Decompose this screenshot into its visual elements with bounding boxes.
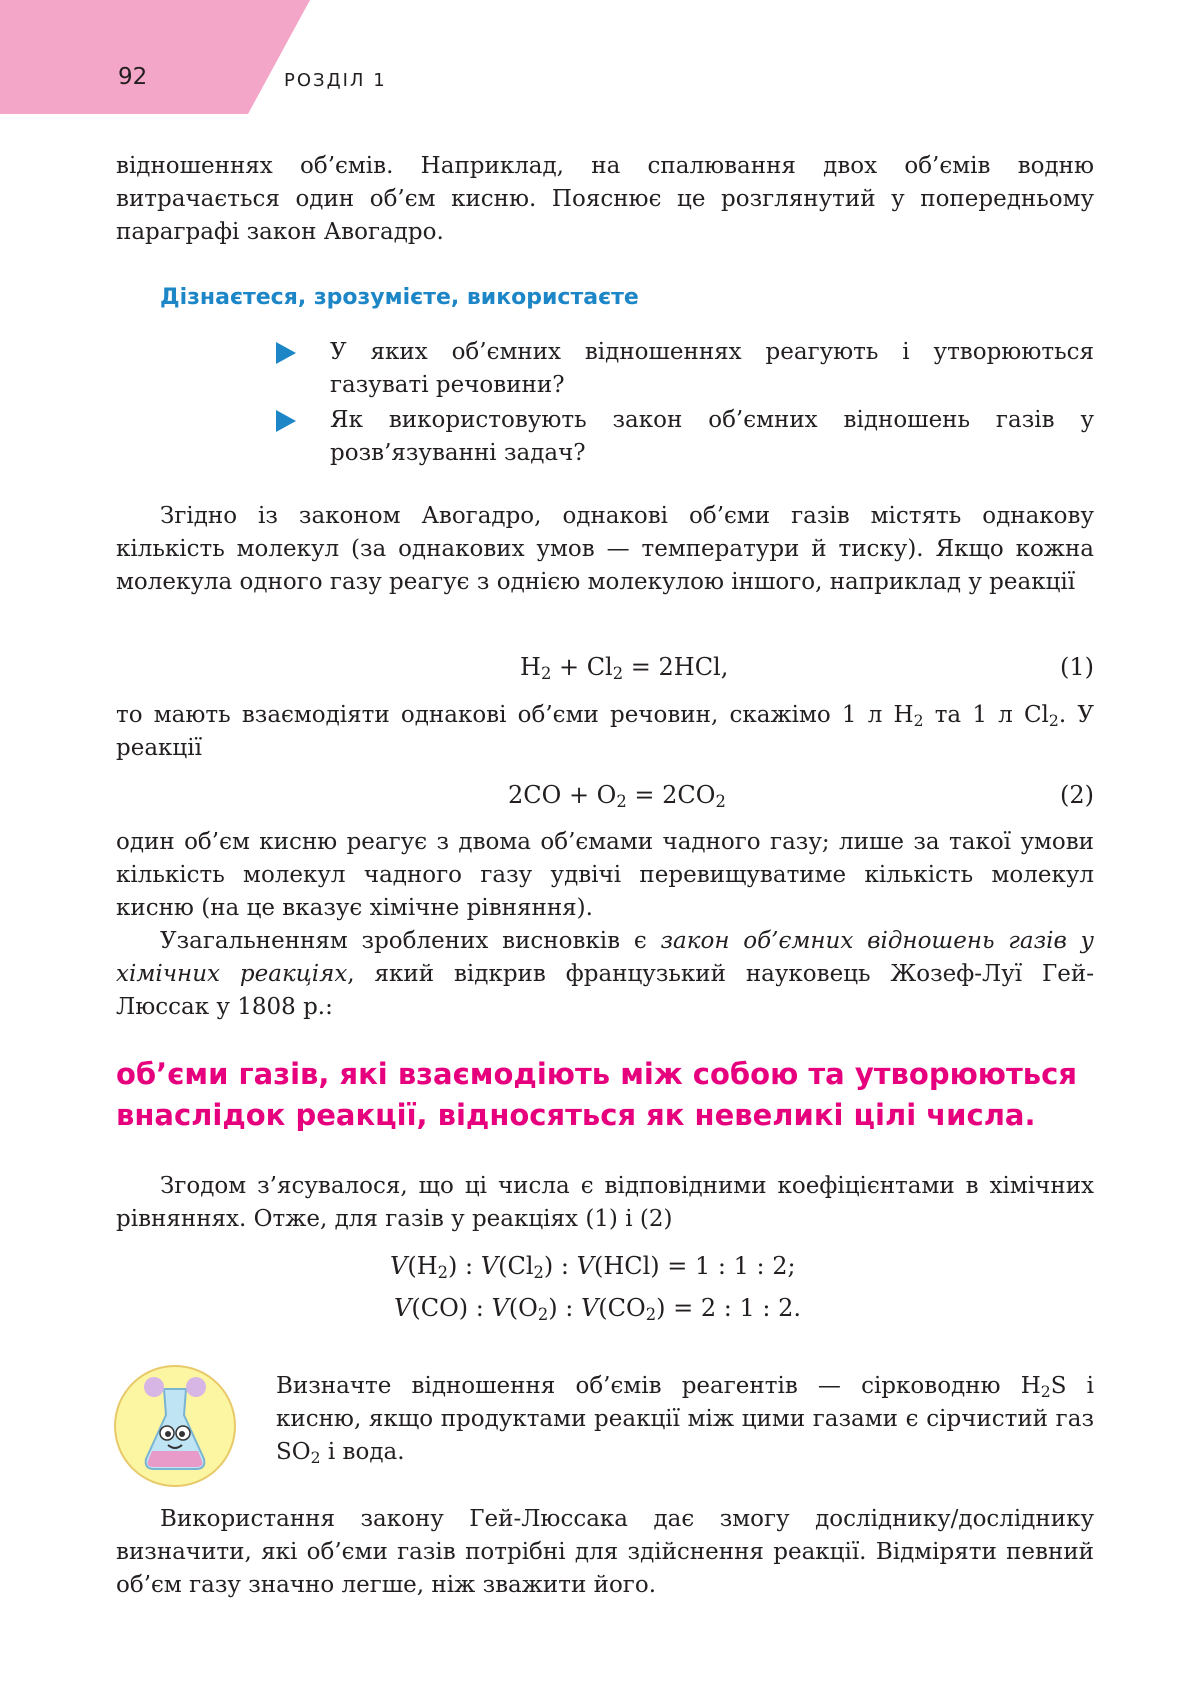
paragraph-oxygen: один об’єм кисню реагує з двома об’ємами чадного газу; лише за такої умови кількість молекул чадного газу удвічі перевищуватиме кількість молекул кисню (на це вказує хімічне рівняння). — [116, 829, 1094, 921]
learn-item-text: У яких об’ємних відношеннях реагують і утворюються газуваті речовини? — [330, 339, 1094, 398]
learn-heading: Дізнаєтеся, зрозумієте, використаєте — [160, 285, 639, 310]
learn-item — [276, 404, 1094, 470]
equation-2-formula: $2CO + O_2 = 2CO_2$ — [508, 781, 726, 812]
equation-2-number: (2) — [1060, 781, 1094, 809]
learn-list — [276, 336, 1094, 470]
ratio-1: $V(H_2)$ : $V(Cl_2)$ : V(HCl) = 1 : 1 : 2; — [390, 1252, 796, 1283]
paragraph-equal-volumes: то мають взаємодіяти однакові об’єми речовин, скажімо 1 л $H_2$ та 1 л $Cl_2$. У реакції — [116, 702, 1094, 761]
law-name: закон об’ємних відношень газів у хімічних реакціях — [116, 928, 1094, 987]
flask-mascot-icon — [114, 1365, 236, 1487]
section-title: РОЗДІЛ 1 — [284, 70, 387, 91]
equation-1-formula: $H_2 + Cl_2 = 2HCl$, — [520, 653, 729, 684]
task-paragraph: Визначте відношення об’ємів реагентів — сірководню $H_2S$ і кисню, якщо продуктами реакції між цими газами є сірчистий газ $SO_2$ і вода. — [276, 1373, 1094, 1467]
triangle-arrow-icon — [276, 342, 296, 364]
intro-paragraph: відношеннях об’ємів. Наприклад, на спалювання двох об’ємів водню витрачається один об’єм кисню. Пояснює це розглянутий у попередньому параграфі закон Авогадро. — [116, 153, 1094, 245]
ratio-2: V(CO) : $V(O_2)$ : $V(CO_2) = 2$ : 1 : 2. — [394, 1294, 801, 1325]
paragraph-avogadro: Згідно із законом Авогадро, однакові об’єми газів містять однакову кількість молекул (за однакових умов — температури й тиску). Якщо кожна молекула одного газу реагує з однією молекулою іншого, наприклад у реакції — [116, 503, 1094, 595]
triangle-arrow-icon — [276, 410, 296, 432]
paragraph-gay-lussac-use: Використання закону Гей-Люссака дає змогу досліднику/досліднику визначити, які об’єми газів потрібні для здійснення реакції. Відміряти певний об’єм газу значно легше, ніж зважити його. — [116, 1506, 1094, 1598]
paragraph-law-intro: Узагальненням зроблених висновків є закон об’ємних відношень газів у хімічних реакціях, який відкрив французький науковець Жозеф-Луї Гей-Люссак у 1808 р.: — [116, 928, 1094, 1020]
page-number: 92 — [118, 64, 148, 90]
learn-item — [276, 336, 1094, 402]
paragraph-coefficients: Згодом з’ясувалося, що ці числа є відповідними коефіцієнтами в хімічних рівняннях. Отже, для газів у реакціях (1) і (2) — [116, 1173, 1094, 1232]
learn-item-text: Як використовують закон об’ємних відношень газів у розв’язуванні задач? — [330, 407, 1094, 466]
equation-1-number: (1) — [1060, 653, 1094, 681]
header-tab — [0, 0, 310, 114]
law-statement: об’єми газів, які взаємодіють між собою та утворюються внаслідок реакції, відносяться як невеликі цілі числа. — [116, 1057, 1077, 1132]
